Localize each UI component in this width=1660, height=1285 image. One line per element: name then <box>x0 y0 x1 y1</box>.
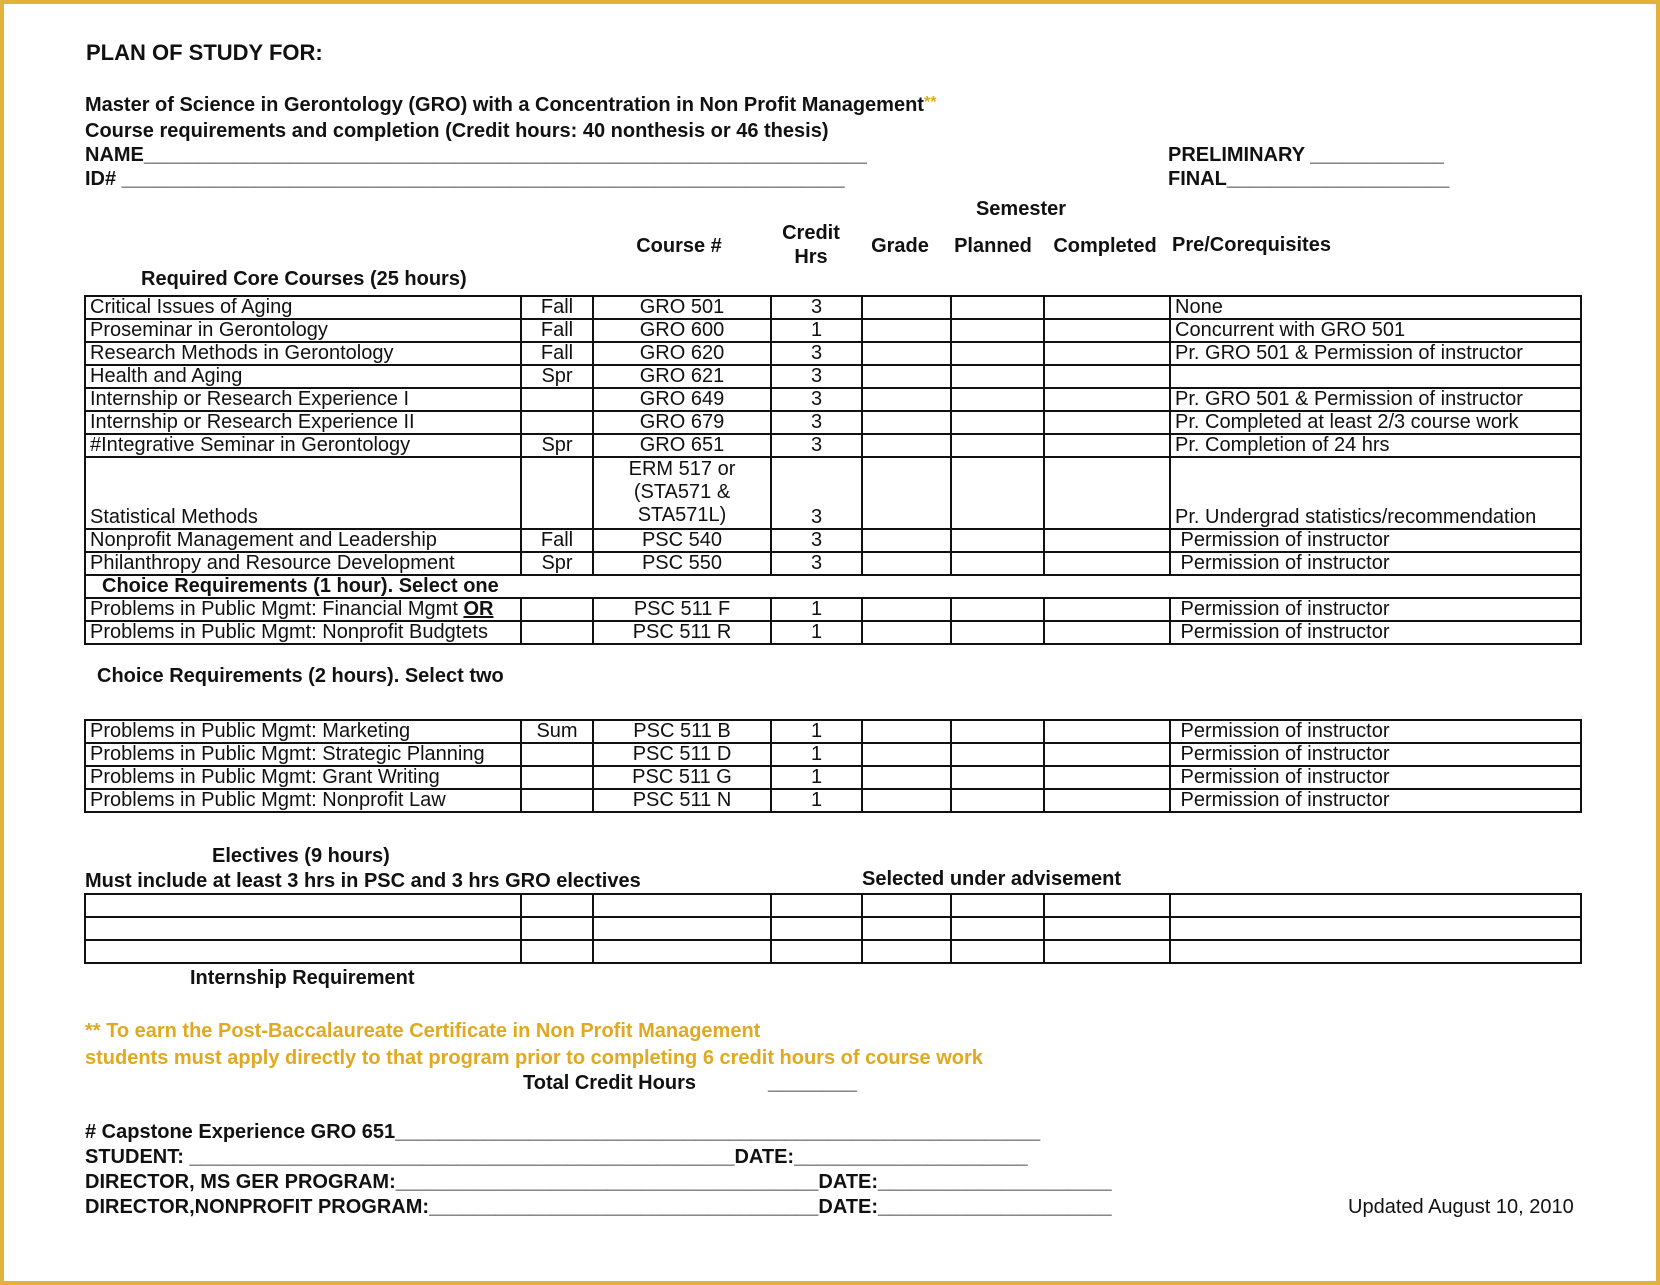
grade-cell[interactable] <box>862 457 951 529</box>
grade-cell[interactable] <box>862 342 951 365</box>
table-row: Problems in Public Mgmt: Nonprofit Budgtets PSC 511 R 1 Permission of instructor <box>85 621 1581 644</box>
name-field[interactable]: NAME_________________________________________________________________ <box>85 144 867 166</box>
student-signature-line[interactable]: STUDENT: _________________________________________________DATE:_____________________ <box>85 1146 1028 1168</box>
degree-mark: ** <box>923 94 937 111</box>
completed-cell[interactable] <box>1044 598 1170 621</box>
planned-cell[interactable] <box>951 789 1044 812</box>
choice1-heading: Choice Requirements (1 hour). Select one <box>85 575 1581 598</box>
electives-heading: Electives (9 hours) <box>212 845 390 867</box>
director-ms-signature-line[interactable]: DIRECTOR, MS GER PROGRAM:______________________________________DATE:_____________________ <box>85 1171 1112 1193</box>
planned-cell[interactable] <box>951 411 1044 434</box>
table-row: Philanthropy and Resource Development Spr PSC 550 3 Permission of instructor <box>85 552 1581 575</box>
id-field[interactable]: ID# _________________________________________________________________ <box>85 168 845 190</box>
completed-cell[interactable] <box>1044 743 1170 766</box>
grade-cell[interactable] <box>862 621 951 644</box>
table-row: Health and Aging Spr GRO 621 3 <box>85 365 1581 388</box>
planned-cell[interactable] <box>951 434 1044 457</box>
core-heading: Required Core Courses (25 hours) <box>141 268 467 290</box>
core-courses-table <box>84 295 1582 645</box>
electives-note: Must include at least 3 hrs in PSC and 3 hrs GRO electives <box>85 870 641 892</box>
credit-header-line1: Credit <box>782 222 840 244</box>
electives-table <box>84 893 1582 964</box>
planned-cell[interactable] <box>951 743 1044 766</box>
grade-cell[interactable] <box>862 411 951 434</box>
completed-cell[interactable] <box>1044 529 1170 552</box>
advisement-label: Selected under advisement <box>862 868 1121 890</box>
grade-cell[interactable] <box>862 789 951 812</box>
choice2-table <box>84 719 1582 813</box>
planned-cell[interactable] <box>951 766 1044 789</box>
elective-row[interactable] <box>85 917 1581 940</box>
elective-row[interactable] <box>85 894 1581 917</box>
completed-cell[interactable] <box>1044 365 1170 388</box>
stat-course-cell: ERM 517 or (STA571 & STA571L) <box>593 457 771 529</box>
credit-header-line2: Hrs <box>794 246 828 268</box>
grade-cell[interactable] <box>862 552 951 575</box>
table-row: Problems in Public Mgmt: Grant Writing PSC 511 G 1 Permission of instructor <box>85 766 1581 789</box>
grade-cell[interactable] <box>862 388 951 411</box>
planned-cell[interactable] <box>951 319 1044 342</box>
completed-cell[interactable] <box>1044 296 1170 319</box>
completed-cell[interactable] <box>1044 789 1170 812</box>
completed-cell[interactable] <box>1044 621 1170 644</box>
stat-methods-row: Statistical Methods ERM 517 or (STA571 & STA571L) 3 Pr. Undergrad statistics/recommendation <box>85 457 1581 529</box>
grade-cell[interactable] <box>862 365 951 388</box>
grade-cell[interactable] <box>862 434 951 457</box>
table-row: Proseminar in Gerontology Fall GRO 600 1 Concurrent with GRO 501 <box>85 319 1581 342</box>
certificate-note-line2: students must apply directly to that program prior to completing 6 credit hours of course work <box>85 1047 983 1069</box>
page-title: PLAN OF STUDY FOR: <box>86 40 323 65</box>
grade-cell[interactable] <box>862 766 951 789</box>
table-row: Problems in Public Mgmt: Strategic Planning PSC 511 D 1 Permission of instructor <box>85 743 1581 766</box>
credit-header <box>767 221 855 269</box>
director-nonprofit-signature-line[interactable]: DIRECTOR,NONPROFIT PROGRAM:___________________________________DATE:_____________________ <box>85 1196 1112 1218</box>
grade-cell[interactable] <box>862 529 951 552</box>
grade-header: Grade <box>871 235 929 257</box>
updated-date: Updated August 10, 2010 <box>1348 1196 1574 1218</box>
completed-cell[interactable] <box>1044 766 1170 789</box>
completed-cell[interactable] <box>1044 457 1170 529</box>
prereq-header: Pre/Corequisites <box>1172 234 1331 256</box>
completed-cell[interactable] <box>1044 411 1170 434</box>
degree-title <box>85 94 936 117</box>
requirements-line: Course requirements and completion (Credit hours: 40 nonthesis or 46 thesis) <box>85 120 829 142</box>
completed-cell[interactable] <box>1044 319 1170 342</box>
elective-row[interactable] <box>85 940 1581 963</box>
total-credit-blank[interactable]: ________ <box>768 1072 857 1094</box>
completed-cell[interactable] <box>1044 434 1170 457</box>
choice2-heading: Choice Requirements (2 hours). Select two <box>97 665 504 687</box>
planned-cell[interactable] <box>951 720 1044 743</box>
table-row: Problems in Public Mgmt: Nonprofit Law PSC 511 N 1 Permission of instructor <box>85 789 1581 812</box>
grade-cell[interactable] <box>862 319 951 342</box>
planned-cell[interactable] <box>951 552 1044 575</box>
completed-cell[interactable] <box>1044 720 1170 743</box>
planned-cell[interactable] <box>951 342 1044 365</box>
completed-cell[interactable] <box>1044 388 1170 411</box>
preliminary-field[interactable]: PRELIMINARY ____________ <box>1168 144 1444 166</box>
certificate-note-line1: ** To earn the Post-Baccalaureate Certificate in Non Profit Management <box>85 1020 761 1042</box>
table-row: Nonprofit Management and Leadership Fall PSC 540 3 Permission of instructor <box>85 529 1581 552</box>
completed-cell[interactable] <box>1044 342 1170 365</box>
table-row: Critical Issues of Aging Fall GRO 501 3 None <box>85 296 1581 319</box>
semester-header: Semester <box>975 198 1067 220</box>
grade-cell[interactable] <box>862 743 951 766</box>
course-header: Course # <box>636 235 722 257</box>
final-field[interactable]: FINAL____________________ <box>1168 168 1450 190</box>
internship-requirement: Internship Requirement <box>190 967 415 989</box>
planned-cell[interactable] <box>951 365 1044 388</box>
table-row: Research Methods in Gerontology Fall GRO 620 3 Pr. GRO 501 & Permission of instructor <box>85 342 1581 365</box>
grade-cell[interactable] <box>862 598 951 621</box>
or-label: OR <box>463 598 494 620</box>
table-row: Internship or Research Experience I GRO 649 3 Pr. GRO 501 & Permission of instructor <box>85 388 1581 411</box>
completed-header: Completed <box>1053 235 1157 257</box>
table-row: Problems in Public Mgmt: Financial Mgmt OR PSC 511 F 1 Permission of instructor <box>85 598 1581 621</box>
grade-cell[interactable] <box>862 296 951 319</box>
table-row: Problems in Public Mgmt: Marketing Sum PSC 511 B 1 Permission of instructor <box>85 720 1581 743</box>
planned-cell[interactable] <box>951 457 1044 529</box>
table-row: #Integrative Seminar in Gerontology Spr GRO 651 3 Pr. Completion of 24 hrs <box>85 434 1581 457</box>
planned-cell[interactable] <box>951 296 1044 319</box>
choice1-heading-row <box>85 575 1581 598</box>
planned-cell[interactable] <box>951 529 1044 552</box>
planned-cell[interactable] <box>951 388 1044 411</box>
planned-cell[interactable] <box>951 621 1044 644</box>
completed-cell[interactable] <box>1044 552 1170 575</box>
planned-cell[interactable] <box>951 598 1044 621</box>
grade-cell[interactable] <box>862 720 951 743</box>
capstone-line[interactable]: # Capstone Experience GRO 651__________________________________________________________ <box>85 1121 1041 1143</box>
total-credit-label: Total Credit Hours <box>523 1072 696 1094</box>
planned-header: Planned <box>954 235 1032 257</box>
table-row: Internship or Research Experience II GRO 679 3 Pr. Completed at least 2/3 course work <box>85 411 1581 434</box>
degree-text: Master of Science in Gerontology (GRO) with a Concentration in Non Profit Management <box>85 94 924 116</box>
